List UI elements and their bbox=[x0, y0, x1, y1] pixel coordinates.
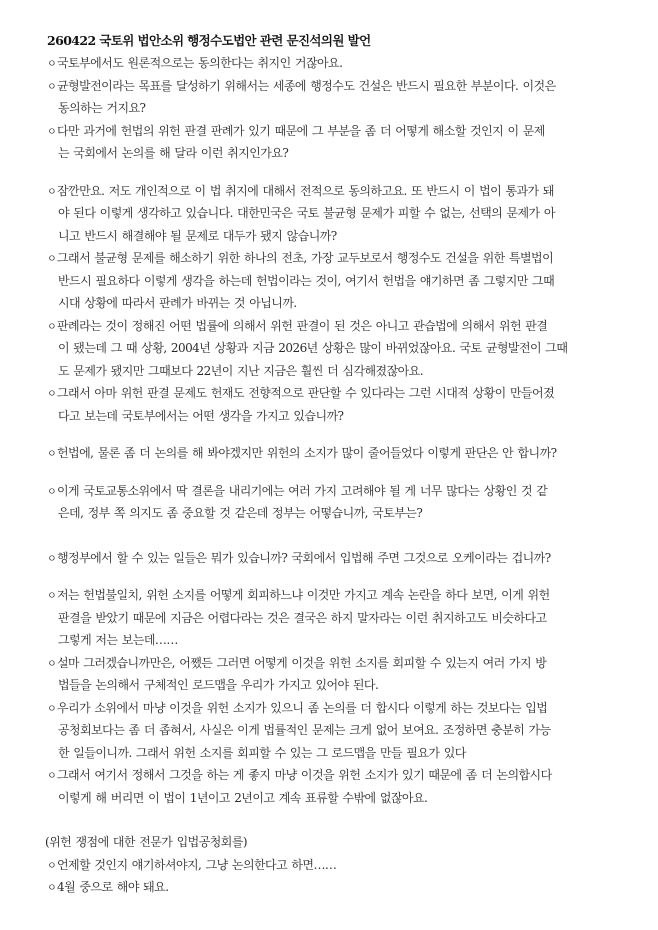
paragraph-gap bbox=[47, 569, 637, 584]
bullet-icon: ㅇ bbox=[47, 126, 57, 138]
bullet-icon: ㅇ bbox=[47, 658, 57, 670]
bullet-icon: ㅇ bbox=[47, 254, 57, 265]
statement-paragraph bbox=[47, 382, 637, 427]
statement-text: 설마 그러겠습니까만은, 어쨌든 그러면 어떻게 이것을 위헌 소지를 회피할 수 있는지 여러 가지 방 bbox=[57, 655, 547, 670]
statement-text: 그래서 여기서 정해서 그것을 하는 게 좋지 마냥 이것을 위헌 소지가 있기 때문에 좀 더 논의합시다 bbox=[57, 768, 552, 782]
statement-text: 은데, 정부 쪽 의지도 좀 중요할 것 같은데 정부는 어떻습니까, 국토부는? bbox=[58, 506, 423, 520]
bullet-icon: ㅇ bbox=[47, 553, 57, 565]
bullet-icon: ㅇ bbox=[47, 449, 57, 460]
statement-paragraph bbox=[47, 584, 637, 652]
statement-paragraph bbox=[47, 120, 637, 165]
statement-text: 는 국회에서 논의를 해 달라 이런 취지인가요? bbox=[58, 146, 289, 160]
statement-text: 판례라는 것이 정해진 어떤 법률에 의해서 위헌 판결이 된 것은 아니고 관습법에 의해서 위헌 판결 bbox=[57, 318, 548, 333]
statement-paragraph bbox=[47, 697, 637, 765]
paragraph-gap bbox=[47, 809, 637, 831]
statement-text: 다고 보는데 국토부에서는 어떤 생각을 가지고 있습니까? bbox=[58, 408, 344, 423]
statement-text: 그렇게 저는 보는데…… bbox=[58, 633, 178, 647]
bullet-icon: ㅇ bbox=[47, 81, 57, 93]
statement-text: 이 됐는데 그 때 상황, 2004년 상황과 지금 2026년 상황은 많이 바뀌었잖아요. 국토 균형발전이 그때 bbox=[58, 341, 568, 355]
bullet-icon: ㅇ bbox=[47, 321, 57, 333]
bullet-icon: ㅇ bbox=[47, 860, 57, 872]
bullet-icon: ㅇ bbox=[47, 389, 57, 400]
statement-text: 4월 중으로 해야 돼요. bbox=[57, 880, 169, 894]
paragraph-gap bbox=[47, 525, 637, 547]
statement-text: 이렇게 해 버리면 이 법이 1년이고 2년이고 계속 표류할 수밖에 없잖아요. bbox=[58, 790, 428, 805]
statement-text: 야 된다 이렇게 생각하고 있습니다. 대한민국은 국토 불균형 문제가 피할 수 없는, 선택의 문제가 아 bbox=[58, 206, 555, 220]
statement-paragraph bbox=[47, 547, 637, 570]
statement-text: 반드시 필요하다 이렇게 생각을 하는데 헌법이라는 것이, 여기서 헌법을 얘기하면 좀 그렇지만 그때 bbox=[58, 273, 555, 288]
bullet-icon: ㅇ bbox=[47, 486, 57, 498]
statement-text: 잠깐만요. 저도 개인적으로 이 법 취지에 대해서 전적으로 동의하고요. 또 반드시 이 법이 통과가 돼 bbox=[57, 183, 554, 198]
statement-text: 한 일들이니까. 그래서 위헌 소지를 회피할 수 있는 그 로드맵을 만들 필요가 있다 bbox=[58, 745, 466, 760]
bullet-icon: ㅇ bbox=[47, 59, 57, 70]
statement-paragraph bbox=[47, 180, 637, 248]
statement-text: 니고 반드시 해결해야 될 문제로 대두가 됐지 않습니까? bbox=[58, 228, 337, 243]
statement-text: 도 문제가 됐지만 그때보다 22년이 지난 지금은 훨씬 더 심각해졌잖아요. bbox=[58, 363, 423, 378]
statement-paragraph bbox=[47, 764, 637, 809]
statement-text: 법들을 논의해서 구체적인 로드맵을 우리가 가지고 있어야 된다. bbox=[58, 678, 379, 692]
document-page bbox=[47, 30, 637, 899]
statement-paragraph bbox=[47, 652, 637, 697]
paragraph-gap bbox=[47, 427, 637, 442]
parenthetical-note bbox=[45, 831, 637, 854]
statement-text: 국토부에서도 원론적으로는 동의한다는 취지인 거잖아요. bbox=[57, 56, 343, 70]
statement-text: 시대 상황에 따라서 판례가 바뀌는 것 아닙니까. bbox=[58, 296, 297, 310]
statement-text: 그래서 아마 위헌 판결 문제도 헌재도 전향적으로 판단할 수 있다라는 그런 시대적 상황이 만들어졌 bbox=[57, 386, 555, 400]
bullet-icon: ㅇ bbox=[47, 771, 57, 782]
statement-text: 그래서 불균형 문제를 해소하기 위한 하나의 전초, 가장 교두보로서 행정수도 건설을 위한 특별법이 bbox=[57, 251, 554, 265]
paragraph-gap bbox=[47, 465, 637, 480]
statement-text: 저는 헌법불일치, 위헌 소지를 어떻게 회피하느냐 이것만 가지고 계속 논란을 하다 보면, 이게 위헌 bbox=[57, 588, 550, 602]
paragraph-gap bbox=[47, 165, 637, 180]
statement-text: 행정부에서 할 수 있는 일들은 뭐가 있습니까? 국회에서 입법해 주면 그것으로 오케이라는 겁니까? bbox=[57, 550, 551, 565]
statement-text: 헌법에, 물론 좀 더 논의를 해 봐야겠지만 위헌의 소지가 많이 줄어들었다 이렇게 판단은 안 합니까? bbox=[57, 446, 557, 460]
closing-statement bbox=[47, 876, 637, 899]
document-title: 260422 국토위 법안소위 행정수도법안 관련 문진석의원 발언 bbox=[47, 33, 371, 48]
statement-text: 우리가 소위에서 마냥 이것을 위헌 소지가 있으니 좀 논의를 더 합시다 이렇게 하는 것보다는 입법 bbox=[57, 700, 548, 715]
statement-paragraph bbox=[47, 442, 637, 465]
bullet-icon: ㅇ bbox=[47, 591, 57, 602]
statement-text: 판결을 받았기 때문에 지금은 어렵다라는 것은 결국은 하지 말자라는 이런 취지하고도 비슷하다고 bbox=[58, 610, 547, 625]
closing-statement bbox=[47, 854, 637, 877]
bullet-icon: ㅇ bbox=[47, 883, 57, 894]
bullet-icon: ㅇ bbox=[47, 703, 57, 715]
note-text: (위헌 쟁점에 대한 전문가 입법공청회를) bbox=[45, 835, 247, 849]
statement-text: 언제할 것인지 얘기하셔야지, 그냥 논의한다고 하면…… bbox=[57, 857, 337, 872]
bullet-icon: ㅇ bbox=[47, 186, 57, 198]
statement-paragraph bbox=[47, 315, 637, 383]
statement-paragraph bbox=[47, 247, 637, 315]
statement-paragraph bbox=[47, 480, 637, 525]
statement-text: 공청회보다는 좀 더 좁혀서, 사실은 이게 법률적인 문제는 크게 없어 보여요. 조정하면 충분히 가능 bbox=[58, 723, 551, 737]
statement-text: 균형발전이라는 목표를 달성하기 위해서는 세종에 행정수도 건설은 반드시 필요한 부분이다. 이것은 bbox=[57, 78, 556, 93]
statement-paragraph bbox=[47, 75, 637, 120]
statement-text: 동의하는 거지요? bbox=[58, 101, 146, 115]
statement-paragraph bbox=[47, 52, 637, 75]
statement-text: 이게 국토교통소위에서 딱 결론을 내리기에는 여러 가지 고려해야 될 게 너무 많다는 상황인 것 같 bbox=[57, 483, 548, 498]
statement-text: 다만 과거에 헌법의 위헌 판결 판례가 있기 때문에 그 부분을 좀 더 어떻게 해소할 것인지 이 문제 bbox=[57, 123, 545, 138]
